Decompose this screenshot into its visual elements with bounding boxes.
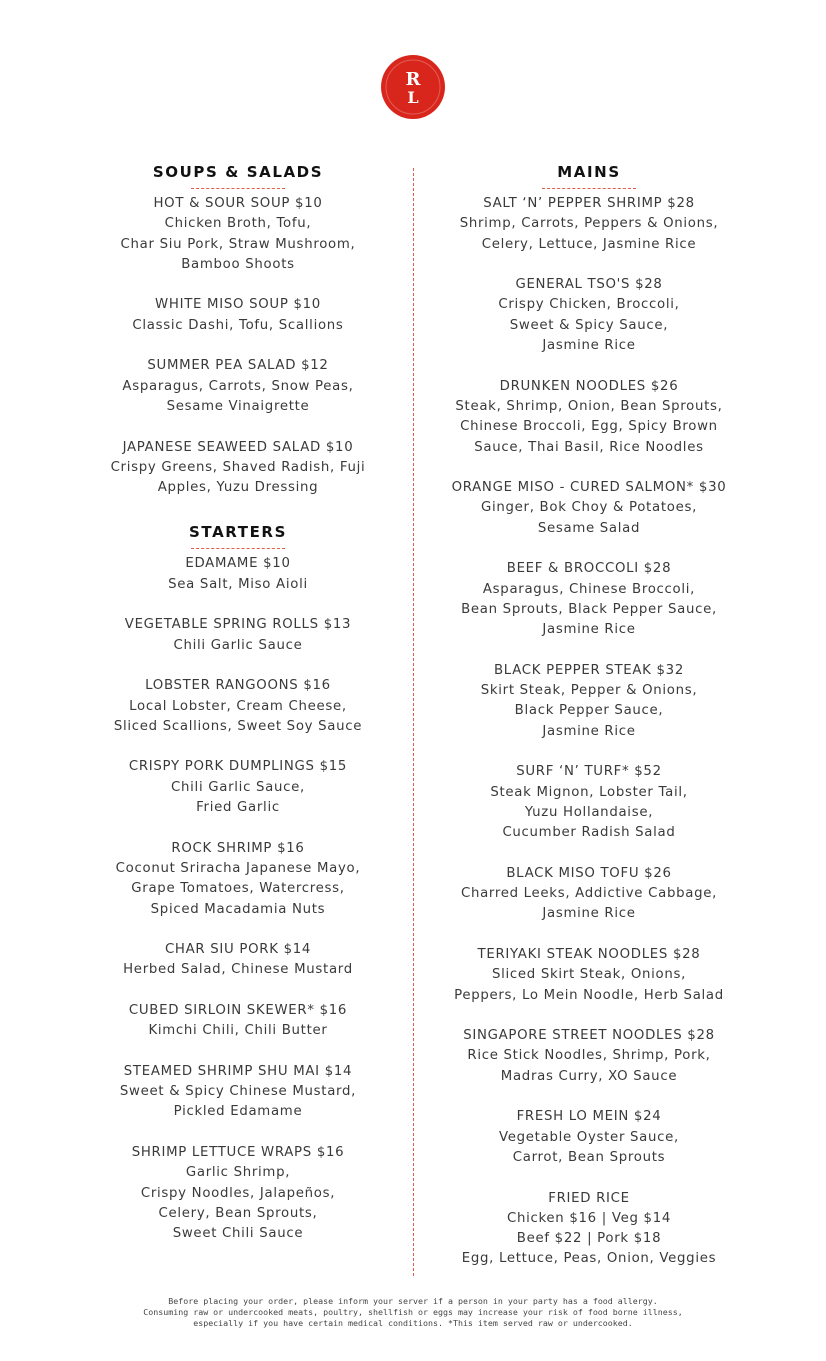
menu-item-description: Pickled Edamame bbox=[173, 1104, 303, 1120]
menu-item-description: Kimchi Chili, Chili Butter bbox=[148, 1023, 328, 1039]
menu-item-description: Vegetable Oyster Sauce, bbox=[499, 1129, 679, 1145]
starters-list bbox=[88, 554, 388, 1244]
menu-item-description: Asparagus, Carrots, Snow Peas, bbox=[122, 378, 354, 394]
menu-item-description: Sweet Chili Sauce bbox=[172, 1226, 304, 1242]
menu-item-name-price: JAPANESE SEAWEED SALAD $10 bbox=[122, 439, 354, 455]
menu-item bbox=[88, 438, 388, 499]
mains-section bbox=[432, 162, 746, 1270]
column-divider bbox=[413, 168, 414, 1276]
menu-item-description: Chili Garlic Sauce bbox=[173, 637, 303, 653]
menu-item-name-price: WHITE MISO SOUP $10 bbox=[155, 297, 321, 313]
menu-item-description: Sauce, Thai Basil, Rice Noodles bbox=[474, 439, 704, 455]
menu-item bbox=[432, 275, 746, 356]
menu-item-name-price: DRUNKEN NOODLES $26 bbox=[499, 378, 679, 394]
menu-item-name-price: FRESH LO MEIN $24 bbox=[516, 1109, 662, 1125]
menu-item-description: Egg, Lettuce, Peas, Onion, Veggies bbox=[461, 1251, 717, 1267]
menu-item-name-price: CRISPY PORK DUMPLINGS $15 bbox=[128, 759, 348, 775]
menu-item bbox=[88, 554, 388, 595]
menu-item bbox=[432, 661, 746, 742]
menu-item-description: Steak, Shrimp, Onion, Bean Sprouts, bbox=[455, 398, 723, 414]
menu-item-description: Madras Curry, XO Sauce bbox=[500, 1068, 678, 1084]
menu-item bbox=[88, 676, 388, 737]
menu-item-description: Black Pepper Sauce, bbox=[514, 703, 664, 719]
menu-item-description: Ginger, Bok Choy & Potatoes, bbox=[480, 500, 697, 516]
menu-item-name-price: SHRIMP LETTUCE WRAPS $16 bbox=[131, 1145, 345, 1161]
menu-item-description: Carrot, Bean Sprouts bbox=[512, 1149, 666, 1165]
menu-item-description: Coconut Sriracha Japanese Mayo, bbox=[115, 860, 361, 876]
menu-item-name-price: CUBED SIRLOIN SKEWER* $16 bbox=[128, 1002, 348, 1018]
menu-item bbox=[88, 757, 388, 818]
menu-item bbox=[88, 1143, 388, 1244]
menu-item bbox=[88, 615, 388, 656]
menu-item-description: Fried Garlic bbox=[196, 800, 280, 816]
menu-item-description: Jasmine Rice bbox=[542, 338, 636, 354]
menu-item-description: Sliced Skirt Steak, Onions, bbox=[491, 967, 687, 983]
section-heading-mains: MAINS bbox=[557, 163, 621, 181]
restaurant-logo bbox=[381, 55, 445, 119]
menu-item-description: Garlic Shrimp, bbox=[185, 1165, 291, 1181]
menu-item-description: Crispy Chicken, Broccoli, bbox=[498, 297, 680, 313]
menu-item-description: Sliced Scallions, Sweet Soy Sauce bbox=[113, 718, 363, 734]
menu-item-name-price: LOBSTER RANGOONS $16 bbox=[145, 678, 331, 694]
menu-item-description: Celery, Bean Sprouts, bbox=[158, 1205, 318, 1221]
menu-item-description: Cucumber Radish Salad bbox=[502, 825, 676, 841]
menu-item-description: Sea Salt, Miso Aioli bbox=[168, 576, 308, 592]
starters-section bbox=[88, 522, 388, 1244]
svg-text:L: L bbox=[407, 88, 419, 107]
heading-divider bbox=[191, 548, 285, 549]
soups-salads-section bbox=[88, 162, 388, 498]
disclaimer-line: especially if you have certain medical conditions. *This item served raw or undercooked. bbox=[193, 1318, 633, 1328]
menu-item-name-price: ROCK SHRIMP $16 bbox=[171, 840, 305, 856]
menu-item-description: Chili Garlic Sauce, bbox=[171, 779, 305, 795]
menu-item-description: Bean Sprouts, Black Pepper Sauce, bbox=[461, 601, 717, 617]
menu-item-name-price: SURF ‘N’ TURF* $52 bbox=[516, 764, 662, 780]
menu-item-description: Crispy Noodles, Jalapeños, bbox=[140, 1185, 336, 1201]
menu-item bbox=[432, 559, 746, 640]
menu-item bbox=[432, 864, 746, 925]
menu-item-description: Shrimp, Carrots, Peppers & Onions, bbox=[459, 216, 719, 232]
menu-item bbox=[88, 1001, 388, 1042]
menu-item-name-price: CHAR SIU PORK $14 bbox=[164, 942, 312, 958]
menu-item-description: Local Lobster, Cream Cheese, bbox=[129, 698, 347, 714]
menu-item-name-price: GENERAL TSO'S $28 bbox=[515, 277, 663, 293]
svg-text:R: R bbox=[405, 69, 421, 90]
menu-item-description: Steak Mignon, Lobster Tail, bbox=[490, 784, 688, 800]
menu-item-name-price: SALT ‘N’ PEPPER SHRIMP $28 bbox=[483, 196, 695, 211]
disclaimer-line: Before placing your order, please inform your server if a person in your party has a food allergy. bbox=[168, 1296, 658, 1306]
menu-item-name-price: VEGETABLE SPRING ROLLS $13 bbox=[124, 617, 352, 633]
menu-item bbox=[432, 194, 746, 255]
right-column bbox=[432, 162, 746, 1290]
menu-item-description: Chicken Broth, Tofu, bbox=[164, 216, 312, 232]
menu-item-name-price: SUMMER PEA SALAD $12 bbox=[147, 358, 329, 374]
menu-item bbox=[88, 940, 388, 981]
menu-item-description: Apples, Yuzu Dressing bbox=[157, 480, 319, 496]
allergy-disclaimer bbox=[0, 1296, 826, 1329]
heading-divider bbox=[542, 188, 636, 189]
menu-item-description: Spiced Macadamia Nuts bbox=[150, 901, 326, 917]
menu-item-description: Asparagus, Chinese Broccoli, bbox=[482, 581, 696, 597]
menu-item bbox=[432, 478, 746, 539]
disclaimer-line: Consuming raw or undercooked meats, poultry, shellfish or eggs may increase your risk of food borne illness, bbox=[143, 1307, 683, 1317]
menu-item bbox=[432, 1026, 746, 1087]
menu-item bbox=[88, 356, 388, 417]
menu-item-name-price: BEEF & BROCCOLI $28 bbox=[506, 561, 672, 577]
menu-item bbox=[432, 377, 746, 458]
menu-item-name-price: EDAMAME $10 bbox=[185, 556, 291, 572]
menu-item-description: Beef $22 | Pork $18 bbox=[516, 1231, 662, 1247]
soups-salads-list bbox=[88, 194, 388, 498]
menu-item-description: Jasmine Rice bbox=[542, 906, 636, 922]
menu-item-description: Sesame Vinaigrette bbox=[166, 398, 310, 414]
menu-item-name-price: TERIYAKI STEAK NOODLES $28 bbox=[477, 946, 701, 962]
menu-item-description: Herbed Salad, Chinese Mustard bbox=[123, 962, 353, 978]
menu-item bbox=[88, 194, 388, 275]
menu-item-description: Bamboo Shoots bbox=[181, 256, 295, 272]
menu-item-description: Sweet & Spicy Chinese Mustard, bbox=[119, 1084, 357, 1100]
menu-item-description: Chicken $16 | Veg $14 bbox=[506, 1210, 672, 1226]
menu-item-description: Chinese Broccoli, Egg, Spicy Brown bbox=[460, 419, 718, 435]
menu-item-description: Charred Leeks, Addictive Cabbage, bbox=[460, 886, 718, 902]
menu-item bbox=[88, 839, 388, 920]
menu-item-description: Sesame Salad bbox=[537, 520, 641, 536]
menu-item-description: Classic Dashi, Tofu, Scallions bbox=[132, 317, 344, 333]
menu-item-description: Rice Stick Noodles, Shrimp, Pork, bbox=[467, 1048, 711, 1064]
menu-item-description: Sweet & Spicy Sauce, bbox=[509, 317, 669, 333]
heading-divider bbox=[191, 188, 285, 189]
menu-item-description: Jasmine Rice bbox=[542, 622, 636, 638]
menu-item-description: Char Siu Pork, Straw Mushroom, bbox=[120, 236, 356, 252]
menu-item-description: Celery, Lettuce, Jasmine Rice bbox=[481, 236, 697, 252]
menu-item-name-price: BLACK MISO TOFU $26 bbox=[506, 865, 672, 881]
left-column bbox=[88, 162, 388, 1265]
menu-item bbox=[432, 945, 746, 1006]
menu-item-description: Skirt Steak, Pepper & Onions, bbox=[480, 683, 698, 699]
menu-item-name-price: FRIED RICE bbox=[548, 1190, 630, 1206]
menu-item bbox=[432, 1189, 746, 1270]
menu-item bbox=[432, 1107, 746, 1168]
menu-item-name-price: HOT & SOUR SOUP $10 bbox=[153, 196, 323, 211]
menu-item-description: Grape Tomatoes, Watercress, bbox=[131, 881, 345, 897]
logo-seal-icon bbox=[381, 55, 445, 119]
menu-item-name-price: ORANGE MISO - CURED SALMON* $30 bbox=[451, 480, 727, 496]
menu-item-description: Jasmine Rice bbox=[542, 723, 636, 739]
menu-item-description: Peppers, Lo Mein Noodle, Herb Salad bbox=[454, 987, 724, 1003]
section-heading-starters: STARTERS bbox=[189, 523, 287, 542]
menu-item-description: Yuzu Hollandaise, bbox=[524, 804, 654, 820]
menu-item-name-price: SINGAPORE STREET NOODLES $28 bbox=[463, 1028, 715, 1044]
section-heading-soups-salads: SOUPS & SALADS bbox=[152, 163, 324, 181]
menu-item-name-price: STEAMED SHRIMP SHU MAI $14 bbox=[123, 1063, 353, 1079]
menu-item bbox=[432, 762, 746, 843]
menu-item bbox=[88, 1062, 388, 1123]
mains-list bbox=[432, 194, 746, 1270]
menu-item-name-price: BLACK PEPPER STEAK $32 bbox=[493, 662, 685, 678]
menu-item-description: Crispy Greens, Shaved Radish, Fuji bbox=[110, 459, 366, 475]
menu-item bbox=[88, 295, 388, 336]
